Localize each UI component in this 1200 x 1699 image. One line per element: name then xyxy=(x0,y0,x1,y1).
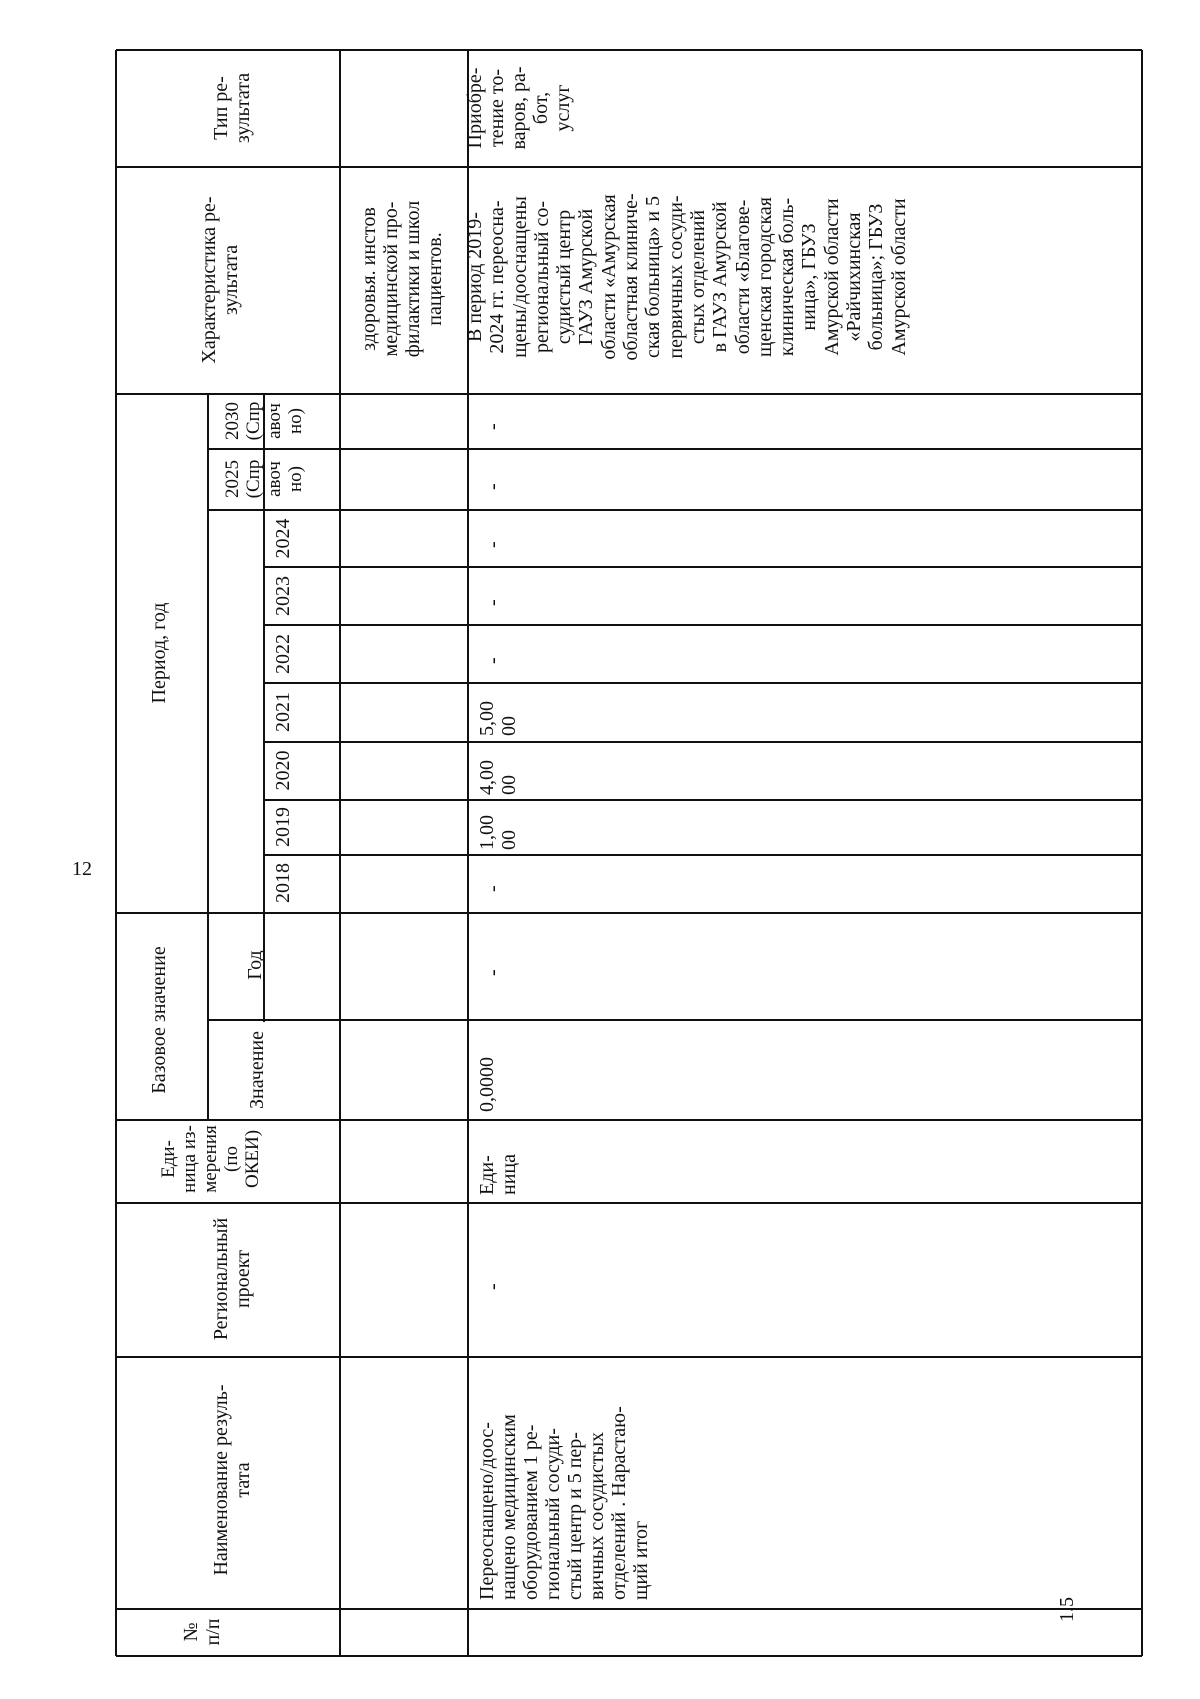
header-result-characteristic: Характеристика ре- зультата xyxy=(198,196,242,364)
row-1-5-2019: 1,00 00 xyxy=(476,815,520,850)
row-1-5-2025: - xyxy=(482,483,504,490)
row-1-5-number: 1.5 xyxy=(1056,1597,1078,1622)
header-result-name: Наименование резуль- тата xyxy=(210,1384,254,1576)
page-number: 12 xyxy=(72,858,92,880)
header-period: Период, год xyxy=(148,602,170,704)
row-1-5-result-name: Переоснащено/доос- нащено медицинским оборудованием 1 ре- гиональный сосуди- стый центр и 5 пер- вичных сосудистых отделений . Нарастаю- щий итог xyxy=(476,1406,652,1600)
header-base-value-value: Значение xyxy=(246,1030,268,1110)
header-year-2018: 2018 xyxy=(272,863,294,903)
header-year-2021: 2021 xyxy=(272,692,294,732)
row-1-5-characteristic: В период 2019- 2024 гг. переосна- щены/дооснащены региональный со- судистый центр ГАУЗ Амурской области «Амурская областная клиниче- ская больница» и 5 первичных сосуди- стых отделений в ГАУЗ Амурской области «Благове- щенская городская клиническая боль- ница», ГБУЗ Амурской области «Райчихинская больница»; ГБУЗ Амурской области xyxy=(464,193,910,361)
row-1-5-2023: - xyxy=(482,599,504,606)
row-1-5-base-value: 0,0000 xyxy=(476,1057,498,1112)
row-1-5-base-year: - xyxy=(482,969,504,976)
row-1-5-2018: - xyxy=(482,885,504,892)
row-1-5-regional-project: - xyxy=(482,1283,504,1290)
header-year-2019: 2019 xyxy=(272,807,294,847)
row-1-5-2021: 5,00 00 xyxy=(476,701,520,736)
row-1-5-2024: - xyxy=(482,541,504,548)
row-1-5-result-type: Приобре- тение то- варов, ра- бот, услуг xyxy=(464,66,574,150)
header-unit: Еди- ница из- мерения (по ОКЕИ) xyxy=(158,1125,263,1193)
header-result-type: Тип ре- зультата xyxy=(210,72,254,144)
header-regional-project: Региональный проект xyxy=(210,1217,254,1341)
row-1-5-2022: - xyxy=(482,657,504,664)
row-1-5-unit: Еди- ница xyxy=(476,1154,520,1195)
continuation-characteristic: здоровья. инстов медицинской про- филактики и школ пациентов. xyxy=(358,200,446,358)
row-1-5-2030: - xyxy=(482,423,504,430)
header-base-value: Базовое значение xyxy=(148,946,170,1094)
header-base-value-year: Год xyxy=(244,950,266,980)
row-1-5-2020: 4,00 00 xyxy=(476,760,520,795)
header-year-2030: 2030 (Спр авоч но) xyxy=(222,401,306,441)
header-year-2022: 2022 xyxy=(272,634,294,674)
header-year-2023: 2023 xyxy=(272,576,294,616)
header-number: № п/п xyxy=(180,1618,224,1646)
header-year-2025: 2025 (Спр авоч но) xyxy=(222,459,306,499)
header-year-2024: 2024 xyxy=(272,518,294,559)
header-year-2020: 2020 xyxy=(272,750,294,791)
